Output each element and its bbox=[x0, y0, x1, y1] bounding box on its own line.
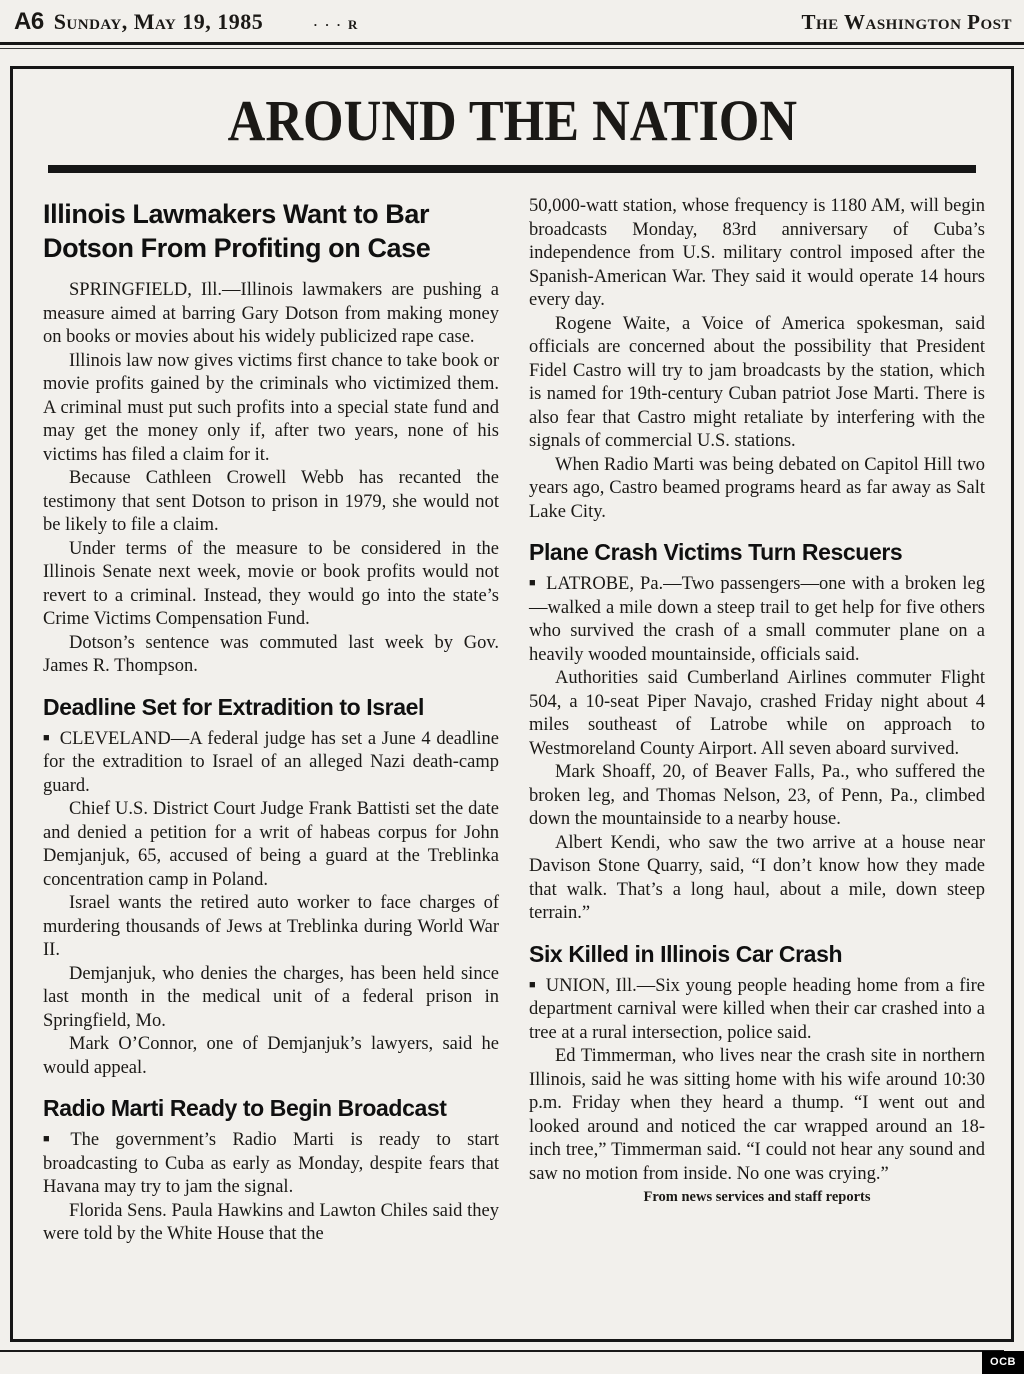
article-paragraph: Florida Sens. Paula Hawkins and Lawton Chiles said they were told by the White House that the bbox=[43, 1200, 499, 1244]
credit-line: From news services and staff reports bbox=[643, 1189, 871, 1205]
left-column bbox=[43, 195, 499, 1247]
edition-mark: · · · R bbox=[313, 17, 360, 32]
section-title-text: AROUND THE NATION bbox=[227, 88, 797, 153]
article-paragraph: Israel wants the retired auto worker to face charges of murdering thousands of Jews at Treblinka during World War II. bbox=[43, 893, 499, 960]
news-article bbox=[529, 195, 985, 524]
square-bullet-icon: ■ bbox=[529, 577, 538, 589]
news-article bbox=[43, 197, 499, 679]
square-bullet-icon: ■ bbox=[43, 731, 51, 744]
masthead bbox=[14, 8, 1012, 36]
article-paragraph: Mark Shoaff, 20, of Beaver Falls, Pa., who suffered the broken leg, and Thomas Nelson, 23, of Penn, Pa., climbed down the mountainside to a nearby house. bbox=[529, 762, 985, 829]
issue-date: Sunday, May 19, 1985 bbox=[53, 9, 264, 34]
article-paragraph: Because Cathleen Crowell Webb has recanted the testimony that sent Dotson to prison in 1979, she would not be likely to file a claim. bbox=[43, 468, 499, 535]
article-paragraph: When Radio Marti was being debated on Capitol Hill two years ago, Castro beamed programs heard as far away as Salt Lake City. bbox=[529, 454, 985, 522]
article-paragraph: Mark O’Connor, one of Demjanjuk’s lawyers, said he would appeal. bbox=[43, 1034, 499, 1078]
masthead-left bbox=[14, 8, 359, 36]
masthead-rule bbox=[0, 42, 1024, 49]
news-article bbox=[529, 538, 985, 926]
article-paragraph: Rogene Waite, a Voice of America spokesman, said officials are concerned about the possibility that President Fidel Castro will try to jam broadcasts by the station, which is named for 19th-century Cuban patriot Jose Marti. There is also fear that Castro might retaliate by interfering with the signals of commercial U.S. stations. bbox=[529, 313, 985, 451]
around-the-nation-box bbox=[10, 66, 1014, 1342]
article-paragraph: Chief U.S. District Court Judge Frank Battisti set the date and denied a petition for a writ of habeas corpus for John Demjanjuk, 65, accused of being a guard at the Treblinka concentration camp in Poland. bbox=[43, 799, 499, 890]
page-number: A6 bbox=[14, 8, 44, 35]
article-headline: Six Killed in Illinois Car Crash bbox=[529, 940, 843, 967]
news-article bbox=[529, 940, 985, 1187]
right-column bbox=[529, 195, 985, 1247]
article-paragraph: Demjanjuk, who denies the charges, has been held since last month in the medical unit of a federal prison in Springfield, Mo. bbox=[43, 963, 499, 1031]
article-paragraph: ■ UNION, Ill.—Six young people heading home from a fire department carnival were killed when their car crashed into a tree at a rural intersection, police said. bbox=[529, 975, 985, 1043]
article-columns bbox=[13, 173, 1011, 1247]
right-column-articles bbox=[529, 195, 985, 1186]
article-headline: Illinois Lawmakers Want to Bar Dotson From Profiting on Case bbox=[43, 199, 431, 263]
article-paragraph: 50,000-watt station, whose frequency is 1180 AM, will begin broadcasts Monday, 83rd anniversary of Cuba’s independence from U.S. military control imposed after the Spanish-American War. They said it would operate 14 hours every day. bbox=[529, 196, 985, 310]
title-rule bbox=[48, 165, 976, 173]
corner-tag: OCB bbox=[982, 1351, 1024, 1374]
article-paragraph: Dotson’s sentence was commuted last week by Gov. James R. Thompson. bbox=[43, 632, 499, 676]
square-bullet-icon: ■ bbox=[43, 1133, 62, 1145]
article-paragraph: Authorities said Cumberland Airlines commuter Flight 504, a 10-seat Piper Navajo, crashed Friday night about 4 miles southeast of Latrobe while on approach to Westmoreland County Airport. All seven aboard survived. bbox=[529, 668, 985, 759]
news-article bbox=[43, 1094, 499, 1247]
article-paragraph: Under terms of the measure to be considered in the Illinois Senate next week, movie or book profits would not revert to a criminal. Instead, they would go into the state’s Crime Victims Compensation Fund. bbox=[43, 538, 499, 629]
article-paragraph: SPRINGFIELD, Ill.—Illinois lawmakers are pushing a measure aimed at barring Gary Dotson from making money on books or movies about his widely publicized rape case. bbox=[43, 280, 499, 347]
article-headline: Deadline Set for Extradition to Israel bbox=[43, 693, 424, 720]
newspaper-name: The Washington Post bbox=[801, 10, 1012, 34]
news-article bbox=[43, 693, 499, 1081]
article-paragraph: Illinois law now gives victims first chance to take book or movie profits gained by the criminals who victimized them. A criminal must put such profits into a special state fund and may get the money only if, after two years, none of his victims has filed a claim for it. bbox=[43, 350, 499, 465]
article-headline: Radio Marti Ready to Begin Broadcast bbox=[43, 1095, 447, 1121]
article-paragraph: Albert Kendi, who saw the two arrive at a house near Davison Stone Quarry, said, “I don’t know how they made that walk. That’s a long haul, about a mile, down steep terrain.” bbox=[529, 832, 985, 923]
article-paragraph: ■ CLEVELAND—A federal judge has set a June 4 deadline for the extradition to Israel of an alleged Nazi death-camp guard. bbox=[43, 728, 499, 796]
article-headline: Plane Crash Victims Turn Rescuers bbox=[529, 539, 903, 565]
article-paragraph: ■ The government’s Radio Marti is ready to start broadcasting to Cuba as early as Monday, despite fears that Havana may try to jam the signal. bbox=[43, 1130, 499, 1197]
article-paragraph: Ed Timmerman, who lives near the crash site in northern Illinois, said he was sitting home with his wife around 10:30 p.m. Friday when they heard a thump. “I went out and looked around and noticed the car wrapped around an 18-inch tree,” Timmerman said. “I could not hear any sound and saw no motion from inside. No one was crying.” bbox=[529, 1046, 985, 1184]
square-bullet-icon: ■ bbox=[529, 978, 537, 991]
article-paragraph: ■ LATROBE, Pa.—Two passengers—one with a broken leg—walked a mile down a steep trail to get help for five others who survived the crash of a small commuter plane on a heavily wooded mountainside, officials said. bbox=[529, 574, 986, 665]
section-title bbox=[13, 88, 1011, 153]
bottom-rule bbox=[0, 1350, 1004, 1352]
